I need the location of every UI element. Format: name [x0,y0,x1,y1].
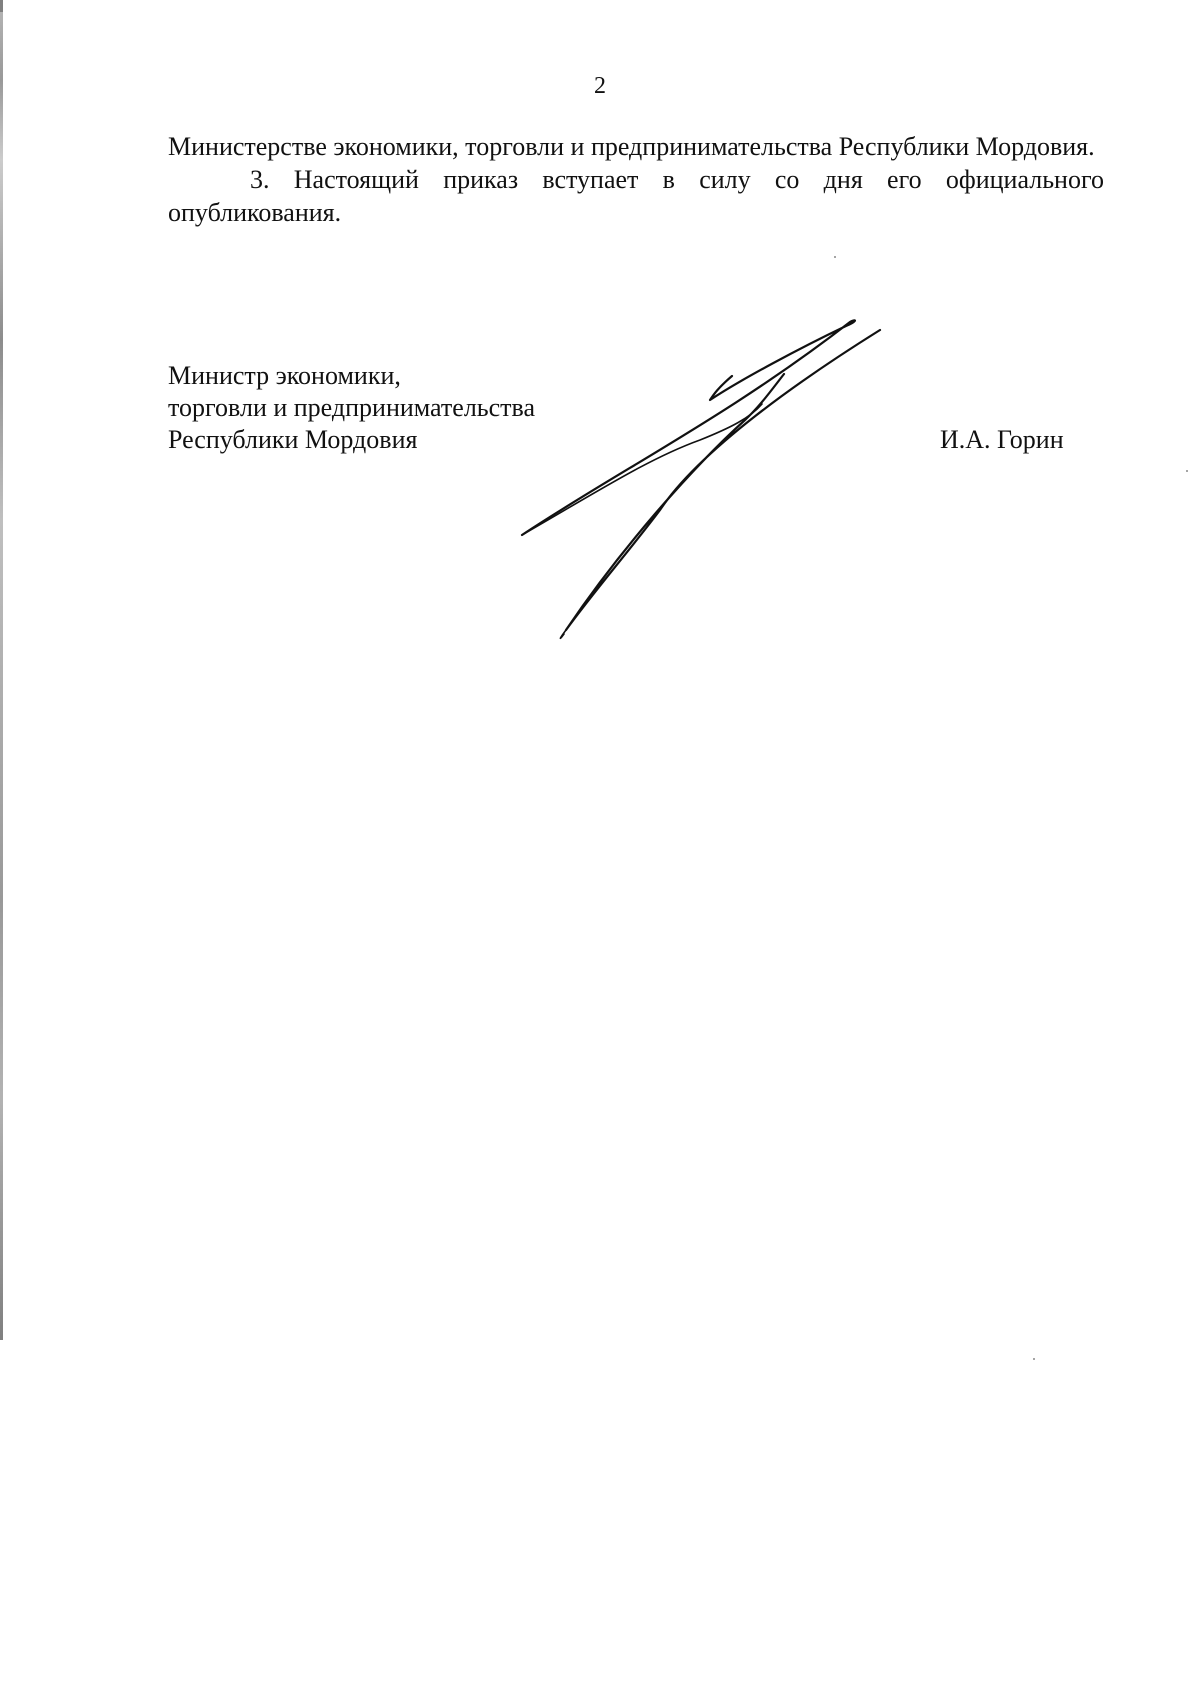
scan-speck [834,256,836,258]
handwritten-signature [500,330,960,670]
scan-speck [1033,1358,1035,1360]
signatory-title-line-1: Министр экономики, [168,361,401,390]
signatory-name: И.А. Горин [940,425,1064,454]
scan-edge-shadow [0,0,3,1340]
signatory-title-line-2: торговли и предпринимательства [168,393,536,422]
paragraph-continuation: Министерстве экономики, торговли и предпринимательства Республики Мордовия. [168,132,1095,161]
document-body [168,130,1104,229]
signatory-title-line-3: Республики Мордовия [168,425,418,454]
scan-speck [1186,470,1188,472]
page-number: 2 [594,73,606,99]
paragraph-clause-3: 3. Настоящий приказ вступает в силу со дня его официального опубликования. [168,165,1104,227]
